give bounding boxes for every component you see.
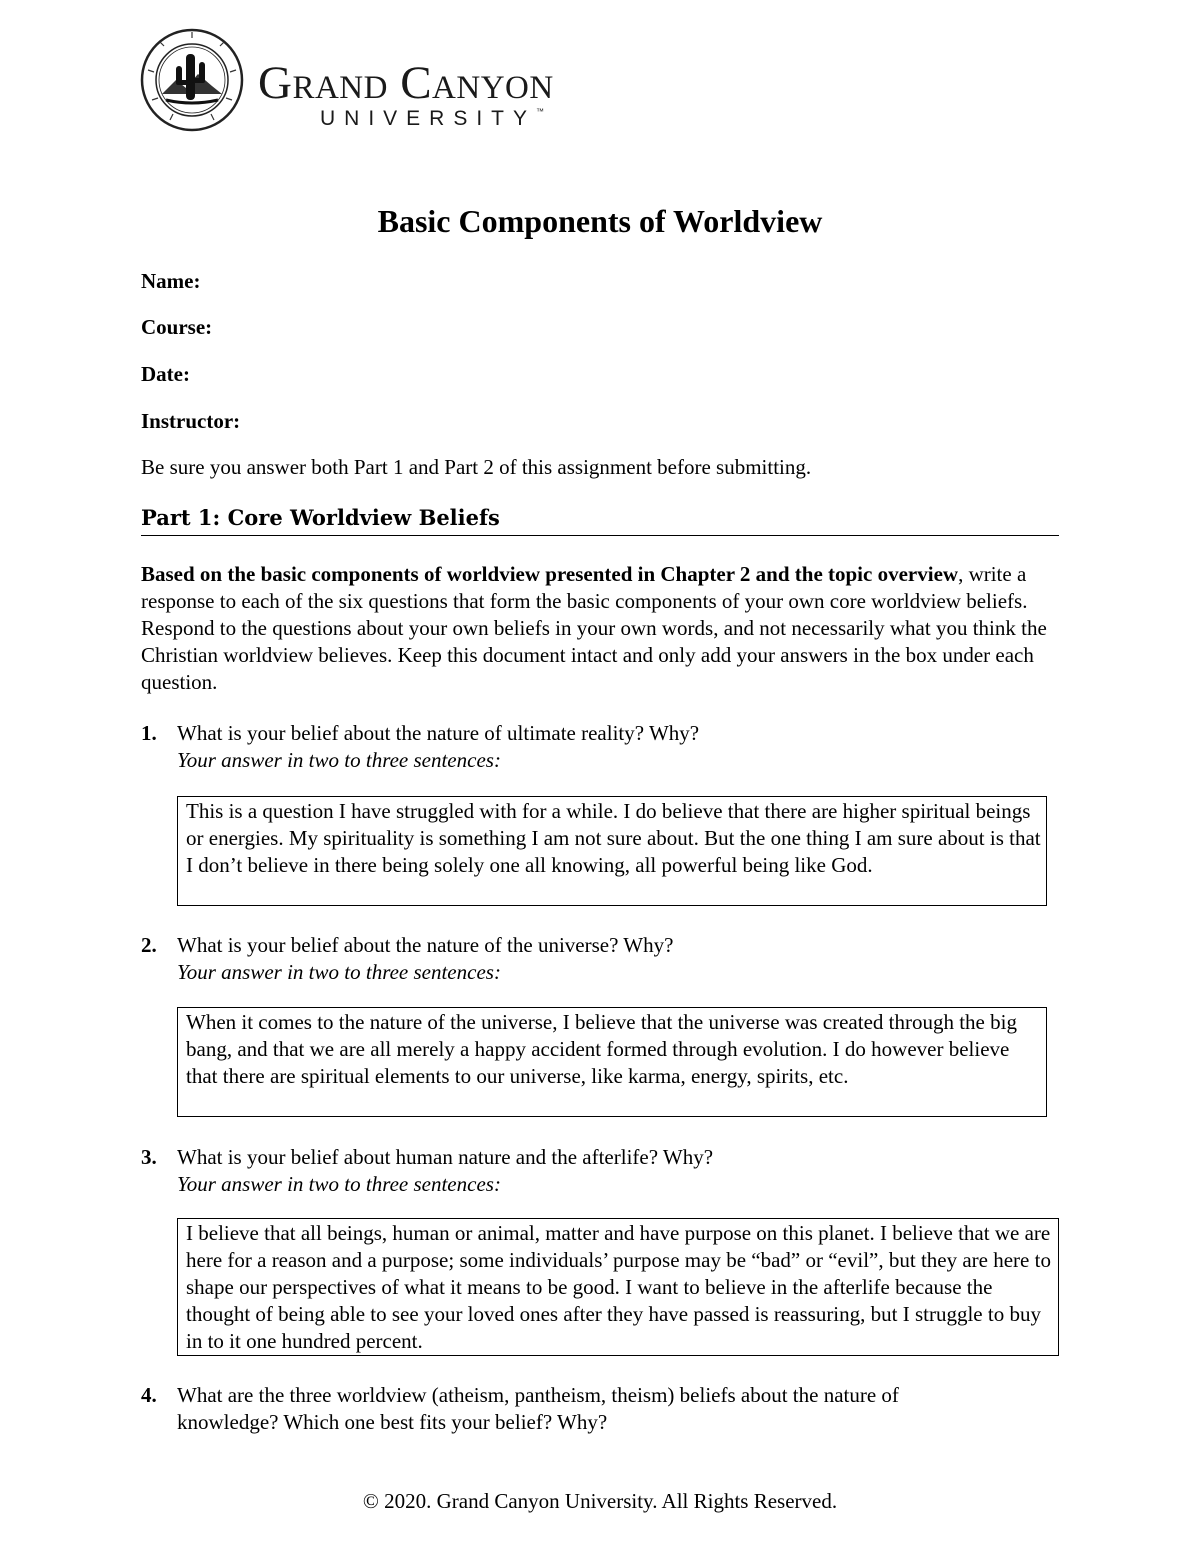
answer-box-2[interactable]: When it comes to the nature of the universe, I believe that the universe was created through the big bang, and that we are all merely a happy accident formed through evolution. I do however believe that there are spiritual elements to our universe, like karma, energy, spirits, etc.	[177, 1007, 1047, 1117]
question-1-number: 1.	[141, 721, 157, 745]
copyright-footer: © 2020. Grand Canyon University. All Rights Reserved.	[362, 1489, 838, 1513]
question-3-text: What is your belief about human nature and the afterlife? Why?	[177, 1145, 714, 1169]
part1-intro-rest: , write a response to each of the six questions that form the basic components of your own core worldview beliefs. Respond to the questions about your own beliefs in your own words, and not necessarily what you think the Christian worldview believes. Keep this document intact and only add your answers in the box under each question.	[141, 562, 1047, 694]
question-2-text: What is your belief about the nature of the universe? Why?	[177, 933, 674, 957]
question-4-text-line2: knowledge? Which one best fits your belief? Why?	[177, 1410, 608, 1434]
question-1-hint: Your answer in two to three sentences:	[177, 748, 501, 772]
document-title: Basic Components of Worldview	[377, 203, 823, 239]
course-label: Course:	[141, 315, 213, 339]
question-2-number: 2.	[141, 933, 157, 957]
instructor-label: Instructor:	[141, 409, 241, 433]
question-2-hint: Your answer in two to three sentences:	[177, 960, 501, 984]
name-label: Name:	[141, 269, 201, 293]
university-logo	[140, 28, 620, 132]
part1-intro-bold: Based on the basic components of worldview presented in Chapter 2 and the topic overview	[141, 562, 959, 586]
question-3-hint: Your answer in two to three sentences:	[177, 1172, 501, 1196]
trademark-mark: ™	[536, 107, 545, 116]
logo-wordmark-line1: Grand Canyon	[258, 57, 554, 109]
date-label: Date:	[141, 362, 190, 386]
question-3-number: 3.	[141, 1145, 157, 1169]
question-4-text-line1: What are the three worldview (atheism, pantheism, theism) beliefs about the nature of	[177, 1383, 899, 1407]
submission-instruction: Be sure you answer both Part 1 and Part 2 of this assignment before submitting.	[141, 455, 812, 479]
question-4-number: 4.	[141, 1383, 157, 1407]
question-1-text: What is your belief about the nature of ultimate reality? Why?	[177, 721, 700, 745]
logo-wordmark-line2: UNIVERSITY™	[320, 107, 545, 130]
answer-box-1[interactable]: This is a question I have struggled with for a while. I do believe that there are higher spiritual beings or energies. My spirituality is something I am not sure about. But the one thing I am sure about is that I don’t believe in there being solely one all knowing, all powerful being like God.	[177, 796, 1047, 906]
part1-heading: Part 1: Core Worldview Beliefs	[141, 504, 1059, 536]
saguaro-cactus-seal-icon	[140, 28, 244, 132]
part1-intro	[141, 561, 1071, 696]
answer-box-3[interactable]: I believe that all beings, human or animal, matter and have purpose on this planet. I believe that we are here for a reason and a purpose; some individuals’ purpose may be “bad” or “evil”, but they are here to shape our perspectives of what it means to be good. I want to believe in the afterlife because the thought of being able to see your loved ones after they have passed is reassuring, but I struggle to buy in to it one hundred percent.	[177, 1218, 1059, 1356]
